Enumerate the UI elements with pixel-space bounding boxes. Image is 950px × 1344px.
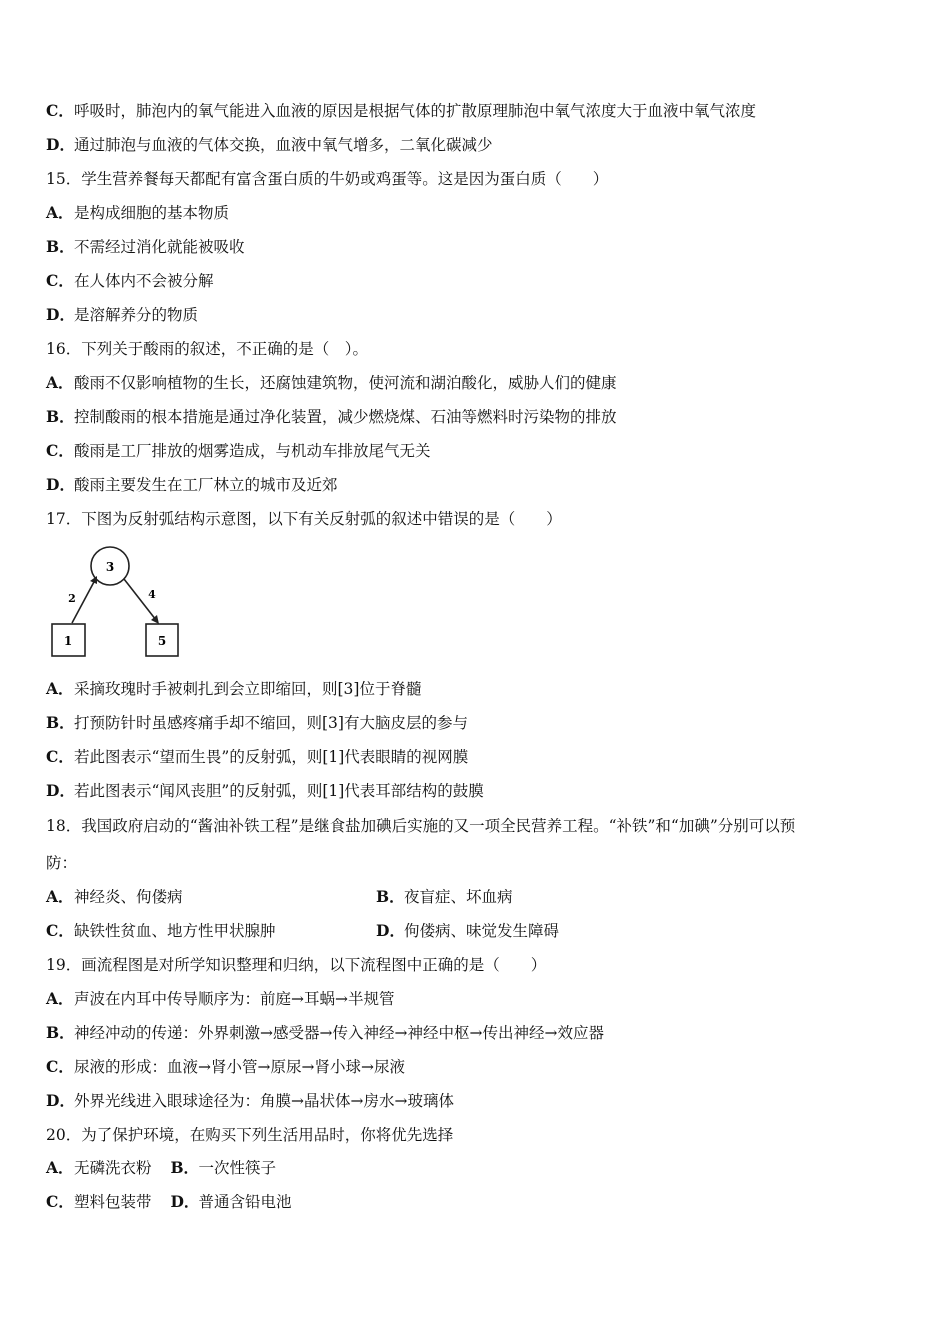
option-16-c: C．酸雨是工厂排放的烟雾造成，与机动车排放尾气无关 <box>46 441 431 460</box>
option-17-a: A．采摘玫瑰时手被刺扎到会立即缩回，则[3]位于脊髓 <box>46 679 422 698</box>
arrow-4-label: 4 <box>148 588 156 601</box>
option-20-c: C．塑料包装带 <box>46 1192 152 1211</box>
question-15: 15．学生营养餐每天都配有富含蛋白质的牛奶或鸡蛋等。这是因为蛋白质（ ） <box>46 170 609 188</box>
option-16-a: A．酸雨不仅影响植物的生长，还腐蚀建筑物，使河流和湖泊酸化，威胁人们的健康 <box>46 373 617 392</box>
option-20-a: A．无磷洗衣粉 <box>46 1158 152 1177</box>
option-15-d: D．是溶解养分的物质 <box>46 305 199 324</box>
option-20-d: D．普通含铅电池 <box>170 1192 292 1211</box>
options-20-row2 <box>46 1191 910 1213</box>
option-18-a: A．神经炎、佝偻病 <box>46 887 183 906</box>
option-19-c: C．尿液的形成：血液→肾小管→原尿→肾小球→尿液 <box>46 1057 405 1076</box>
option-15-c: C．在人体内不会被分解 <box>46 271 214 290</box>
option-20-b: B．一次性筷子 <box>170 1158 276 1177</box>
reflex-arc-diagram <box>46 544 186 662</box>
question-16: 16．下列关于酸雨的叙述，不正确的是（ ）。 <box>46 340 368 358</box>
question-18: 18．我国政府启动的“酱油补铁工程”是继食盐加碘后实施的又一项全民营养工程。“补铁”和“加碘”分别可以预 <box>46 817 796 835</box>
options-18-row2 <box>46 920 910 942</box>
question-19: 19．画流程图是对所学知识整理和归纳，以下流程图中正确的是（ ） <box>46 956 547 974</box>
option-18-d: D．佝偻病、味觉发生障碍 <box>376 921 560 940</box>
option-19-b: B．神经冲动的传递：外界刺激→感受器→传入神经→神经中枢→传出神经→效应器 <box>46 1023 604 1042</box>
option-19-a: A．声波在内耳中传导顺序为：前庭→耳蜗→半规管 <box>46 989 395 1008</box>
node-5-label: 5 <box>157 634 167 648</box>
option-15-b: B．不需经过消化就能被吸收 <box>46 237 245 256</box>
option-19-d: D．外界光线进入眼球途径为：角膜→晶状体→房水→玻璃体 <box>46 1091 454 1110</box>
options-20-row1 <box>46 1157 910 1179</box>
arrow-2-label: 2 <box>68 592 76 605</box>
option-17-c: C．若此图表示“望而生畏”的反射弧，则[1]代表眼睛的视网膜 <box>46 747 469 766</box>
option-17-d: D．若此图表示“闻风丧胆”的反射弧，则[1]代表耳部结构的鼓膜 <box>46 781 484 800</box>
option-17-b: B．打预防针时虽感疼痛手却不缩回，则[3]有大脑皮层的参与 <box>46 713 468 732</box>
options-18-row1 <box>46 886 910 908</box>
node-1-label: 1 <box>63 634 73 648</box>
option-14-c: C．呼吸时，肺泡内的氧气能进入血液的原因是根据气体的扩散原理肺泡中氧气浓度大于血液中氧气浓度 <box>46 101 757 120</box>
option-18-b: B．夜盲症、坏血病 <box>376 887 513 906</box>
question-18-cont: 防： <box>46 854 78 872</box>
node-3-label: 3 <box>105 560 115 574</box>
option-15-a: A．是构成细胞的基本物质 <box>46 203 230 222</box>
question-17: 17．下图为反射弧结构示意图，以下有关反射弧的叙述中错误的是（ ） <box>46 510 562 528</box>
option-18-c: C．缺铁性贫血、地方性甲状腺肿 <box>46 921 276 940</box>
option-16-b: B．控制酸雨的根本措施是通过净化装置，减少燃烧煤、石油等燃料时污染物的排放 <box>46 407 617 426</box>
option-16-d: D．酸雨主要发生在工厂林立的城市及近郊 <box>46 475 338 494</box>
option-14-d: D．通过肺泡与血液的气体交换，血液中氧气增多，二氧化碳减少 <box>46 135 493 154</box>
question-20: 20．为了保护环境，在购买下列生活用品时，你将优先选择 <box>46 1126 454 1144</box>
